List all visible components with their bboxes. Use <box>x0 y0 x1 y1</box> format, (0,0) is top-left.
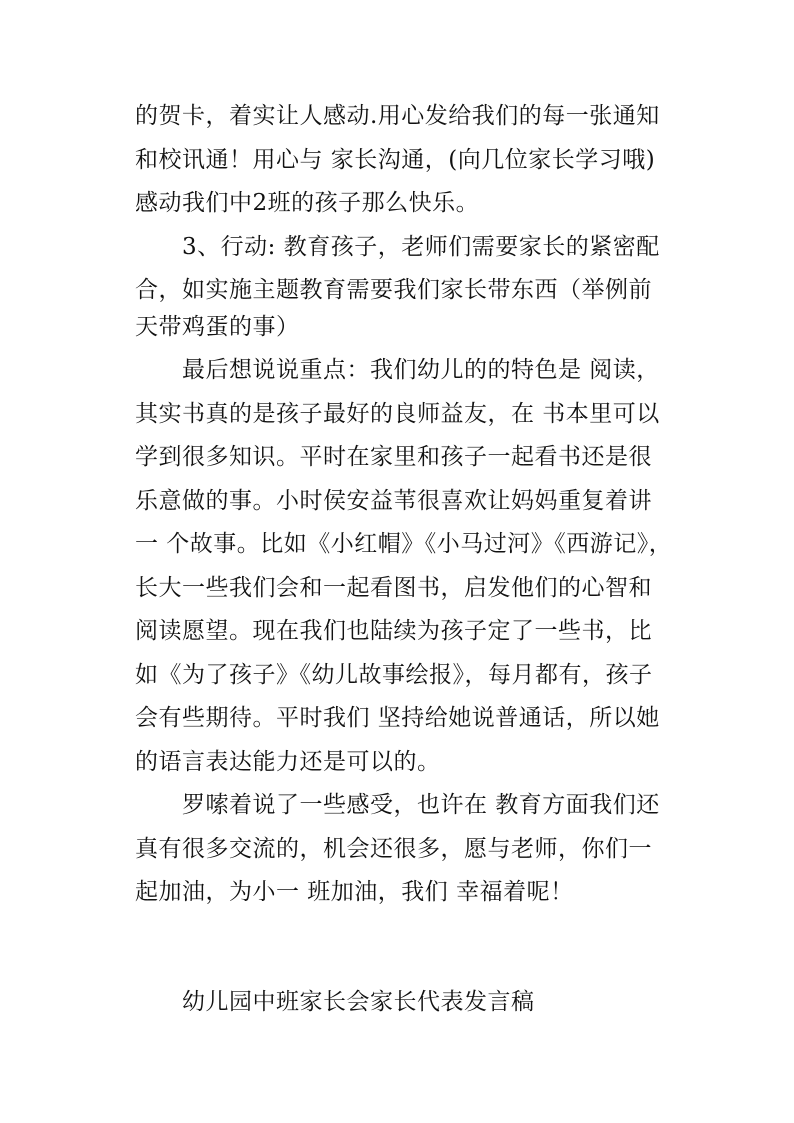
paragraph-line: 合，如实施主题教育需要我们家长带东西（举例前 <box>135 277 652 303</box>
paragraph-line: 的贺卡，着实让人感动.用心发给我们的每一张通知 <box>135 103 660 129</box>
paragraph-line: 真有很多交流的，机会还很多，愿与老师，你们一 <box>135 836 652 862</box>
paragraph-line: 会有些期待。平时我们 坚持给她说普通话，所以她 <box>135 705 660 731</box>
paragraph-line: 乐意做的事。小时侯安益苇很喜欢让妈妈重复着讲 <box>135 488 652 514</box>
paragraph-line: 罗嗦着说了一些感受，也许在 教育方面我们还 <box>182 792 660 818</box>
paragraph-line: 一 个故事。比如《小红帽》《小马过河》《西游记》， <box>135 531 673 557</box>
paragraph-line: 3、行动: 教育孩子，老师们需要家长的紧密配 <box>182 234 660 260</box>
paragraph-line: 长大一些我们会和一起看图书，启发他们的心智和 <box>135 575 652 601</box>
paragraph-line: 的语言表达能力还是可以的。 <box>135 749 441 775</box>
paragraph-line: 和校讯通！用心与 家长沟通，(向几位家长学习哦) <box>135 147 656 173</box>
paragraph-line: 天带鸡蛋的事） <box>135 314 300 340</box>
paragraph-line: 学到很多知识。平时在家里和孩子一起看书还是很 <box>135 444 652 470</box>
paragraph-line: 起加油，为小一 班加油，我们 幸福着呢！ <box>135 879 574 905</box>
document-title: 幼儿园中班家长会家长代表发言稿 <box>182 989 535 1015</box>
paragraph-line: 其实书真的是孩子最好的良师益友，在 书本里可以 <box>135 401 660 427</box>
paragraph-line: 感动我们中2班的孩子那么快乐。 <box>135 190 480 216</box>
paragraph-line: 阅读愿望。现在我们也陆续为孩子定了一些书，比 <box>135 618 652 644</box>
paragraph-line: 如《为了孩子》《幼儿故事绘报》，每月都有，孩子 <box>135 662 653 688</box>
paragraph-line: 最后想说说重点：我们幼儿的的特色是 阅读， <box>182 357 660 383</box>
